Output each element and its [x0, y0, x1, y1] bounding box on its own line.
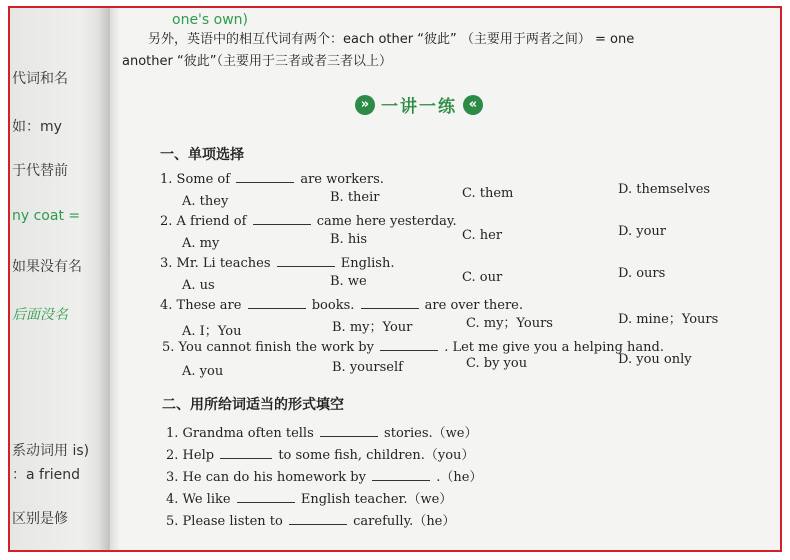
q3-text-pre: 3. Mr. Li teaches: [160, 256, 271, 271]
q1-option-d: D. themselves: [618, 182, 711, 197]
answer-blank: [380, 340, 438, 351]
left-text-8: ：a friend: [12, 467, 80, 483]
q5-option-b: B. yourself: [332, 360, 403, 375]
f1-text-post: stories.（we）: [384, 426, 478, 441]
answer-blank: [253, 214, 311, 225]
q4-option-a: A. I；You: [182, 324, 242, 339]
answer-blank: [236, 172, 294, 183]
answer-blank: [361, 298, 419, 309]
fill-question-1: [166, 422, 477, 441]
answer-blank: [248, 298, 306, 309]
q2-option-d: D. your: [618, 224, 666, 239]
chevron-left-icon: «: [463, 95, 483, 115]
q5-option-d: D. you only: [618, 352, 692, 367]
f2-text-post: to some fish, children.（you）: [278, 448, 475, 463]
f2-text-pre: 2. Help: [166, 448, 215, 463]
q3-text-post: English.: [340, 256, 395, 271]
fill-question-5: [166, 510, 455, 529]
fill-question-2: [166, 444, 474, 463]
q1-option-c: C. them: [462, 186, 514, 201]
left-text-6: 后面没名: [12, 307, 68, 323]
q4-text-pre: 4. These are: [160, 298, 242, 313]
section-banner: [355, 92, 483, 117]
f4-text-post: English teacher.（we）: [300, 492, 453, 507]
top-fragment: one's own): [172, 12, 248, 28]
fill-question-3: [166, 466, 482, 485]
q1-text-pre: 1. Some of: [160, 172, 231, 187]
left-text-2: 如：my: [12, 119, 62, 135]
part2-heading: 二、用所给词适当的形式填空: [162, 397, 344, 413]
question-3: [160, 256, 394, 271]
q4-option-b: B. my；Your: [332, 320, 413, 335]
chevron-right-icon: »: [355, 95, 375, 115]
answer-blank: [220, 448, 272, 459]
intro-line-1: 另外，英语中的相互代词有两个：each other “彼此” （主要用于两者之间） = one: [148, 32, 635, 47]
part1-heading: 一、单项选择: [160, 147, 244, 163]
q2-option-b: B. his: [330, 232, 368, 247]
page-frame: [8, 6, 782, 552]
q5-option-c: C. by you: [466, 356, 528, 371]
fill-question-4: [166, 488, 452, 507]
left-page: [10, 8, 110, 550]
left-text-7: 系动词用 is): [12, 443, 90, 459]
section-title: 一讲一练: [381, 97, 457, 117]
f4-text-pre: 4. We like: [166, 492, 231, 507]
q1-text-post: are workers.: [300, 172, 384, 187]
q2-option-c: C. her: [462, 228, 503, 243]
question-1: [160, 172, 384, 187]
q5-option-a: A. you: [182, 364, 224, 379]
left-text-1: 代词和名: [12, 71, 68, 87]
q4-text-mid: books.: [311, 298, 355, 313]
question-4: [160, 298, 523, 313]
q1-option-a: A. they: [182, 194, 229, 209]
f3-text-pre: 3. He can do his homework by: [166, 470, 366, 485]
f5-text-pre: 5. Please listen to: [166, 514, 283, 529]
left-text-9: 区别是修: [12, 511, 68, 527]
question-2: [160, 214, 457, 229]
q1-option-b: B. their: [330, 190, 380, 205]
answer-blank: [289, 514, 347, 525]
answer-blank: [237, 492, 295, 503]
q3-option-d: D. ours: [618, 266, 666, 281]
q3-option-b: B. we: [330, 274, 367, 289]
intro-line-2: another “彼此”（主要用于三者或者三者以上）: [122, 54, 392, 69]
q4-option-d: D. mine；Yours: [618, 312, 719, 327]
q2-text-post: came here yesterday.: [316, 214, 457, 229]
f3-text-post: .（he）: [436, 470, 483, 485]
q2-text-pre: 2. A friend of: [160, 214, 247, 229]
f1-text-pre: 1. Grandma often tells: [166, 426, 314, 441]
left-text-3: 于代替前: [12, 163, 68, 179]
q2-option-a: A. my: [182, 236, 220, 251]
q4-option-c: C. my；Yours: [466, 316, 553, 331]
answer-blank: [320, 426, 378, 437]
answer-blank: [277, 256, 335, 267]
question-5: [162, 340, 664, 355]
q3-option-a: A. us: [182, 278, 215, 293]
left-text-4: ny coat =: [12, 208, 81, 224]
q5-text-post: . Let me give you a helping hand.: [444, 340, 665, 355]
q3-option-c: C. our: [462, 270, 503, 285]
answer-blank: [372, 470, 430, 481]
right-page: [110, 8, 780, 550]
left-text-5: 如果没有名: [12, 259, 82, 275]
q4-text-post: are over there.: [424, 298, 523, 313]
f5-text-post: carefully.（he）: [353, 514, 456, 529]
q5-text-pre: 5. You cannot finish the work by: [162, 340, 374, 355]
